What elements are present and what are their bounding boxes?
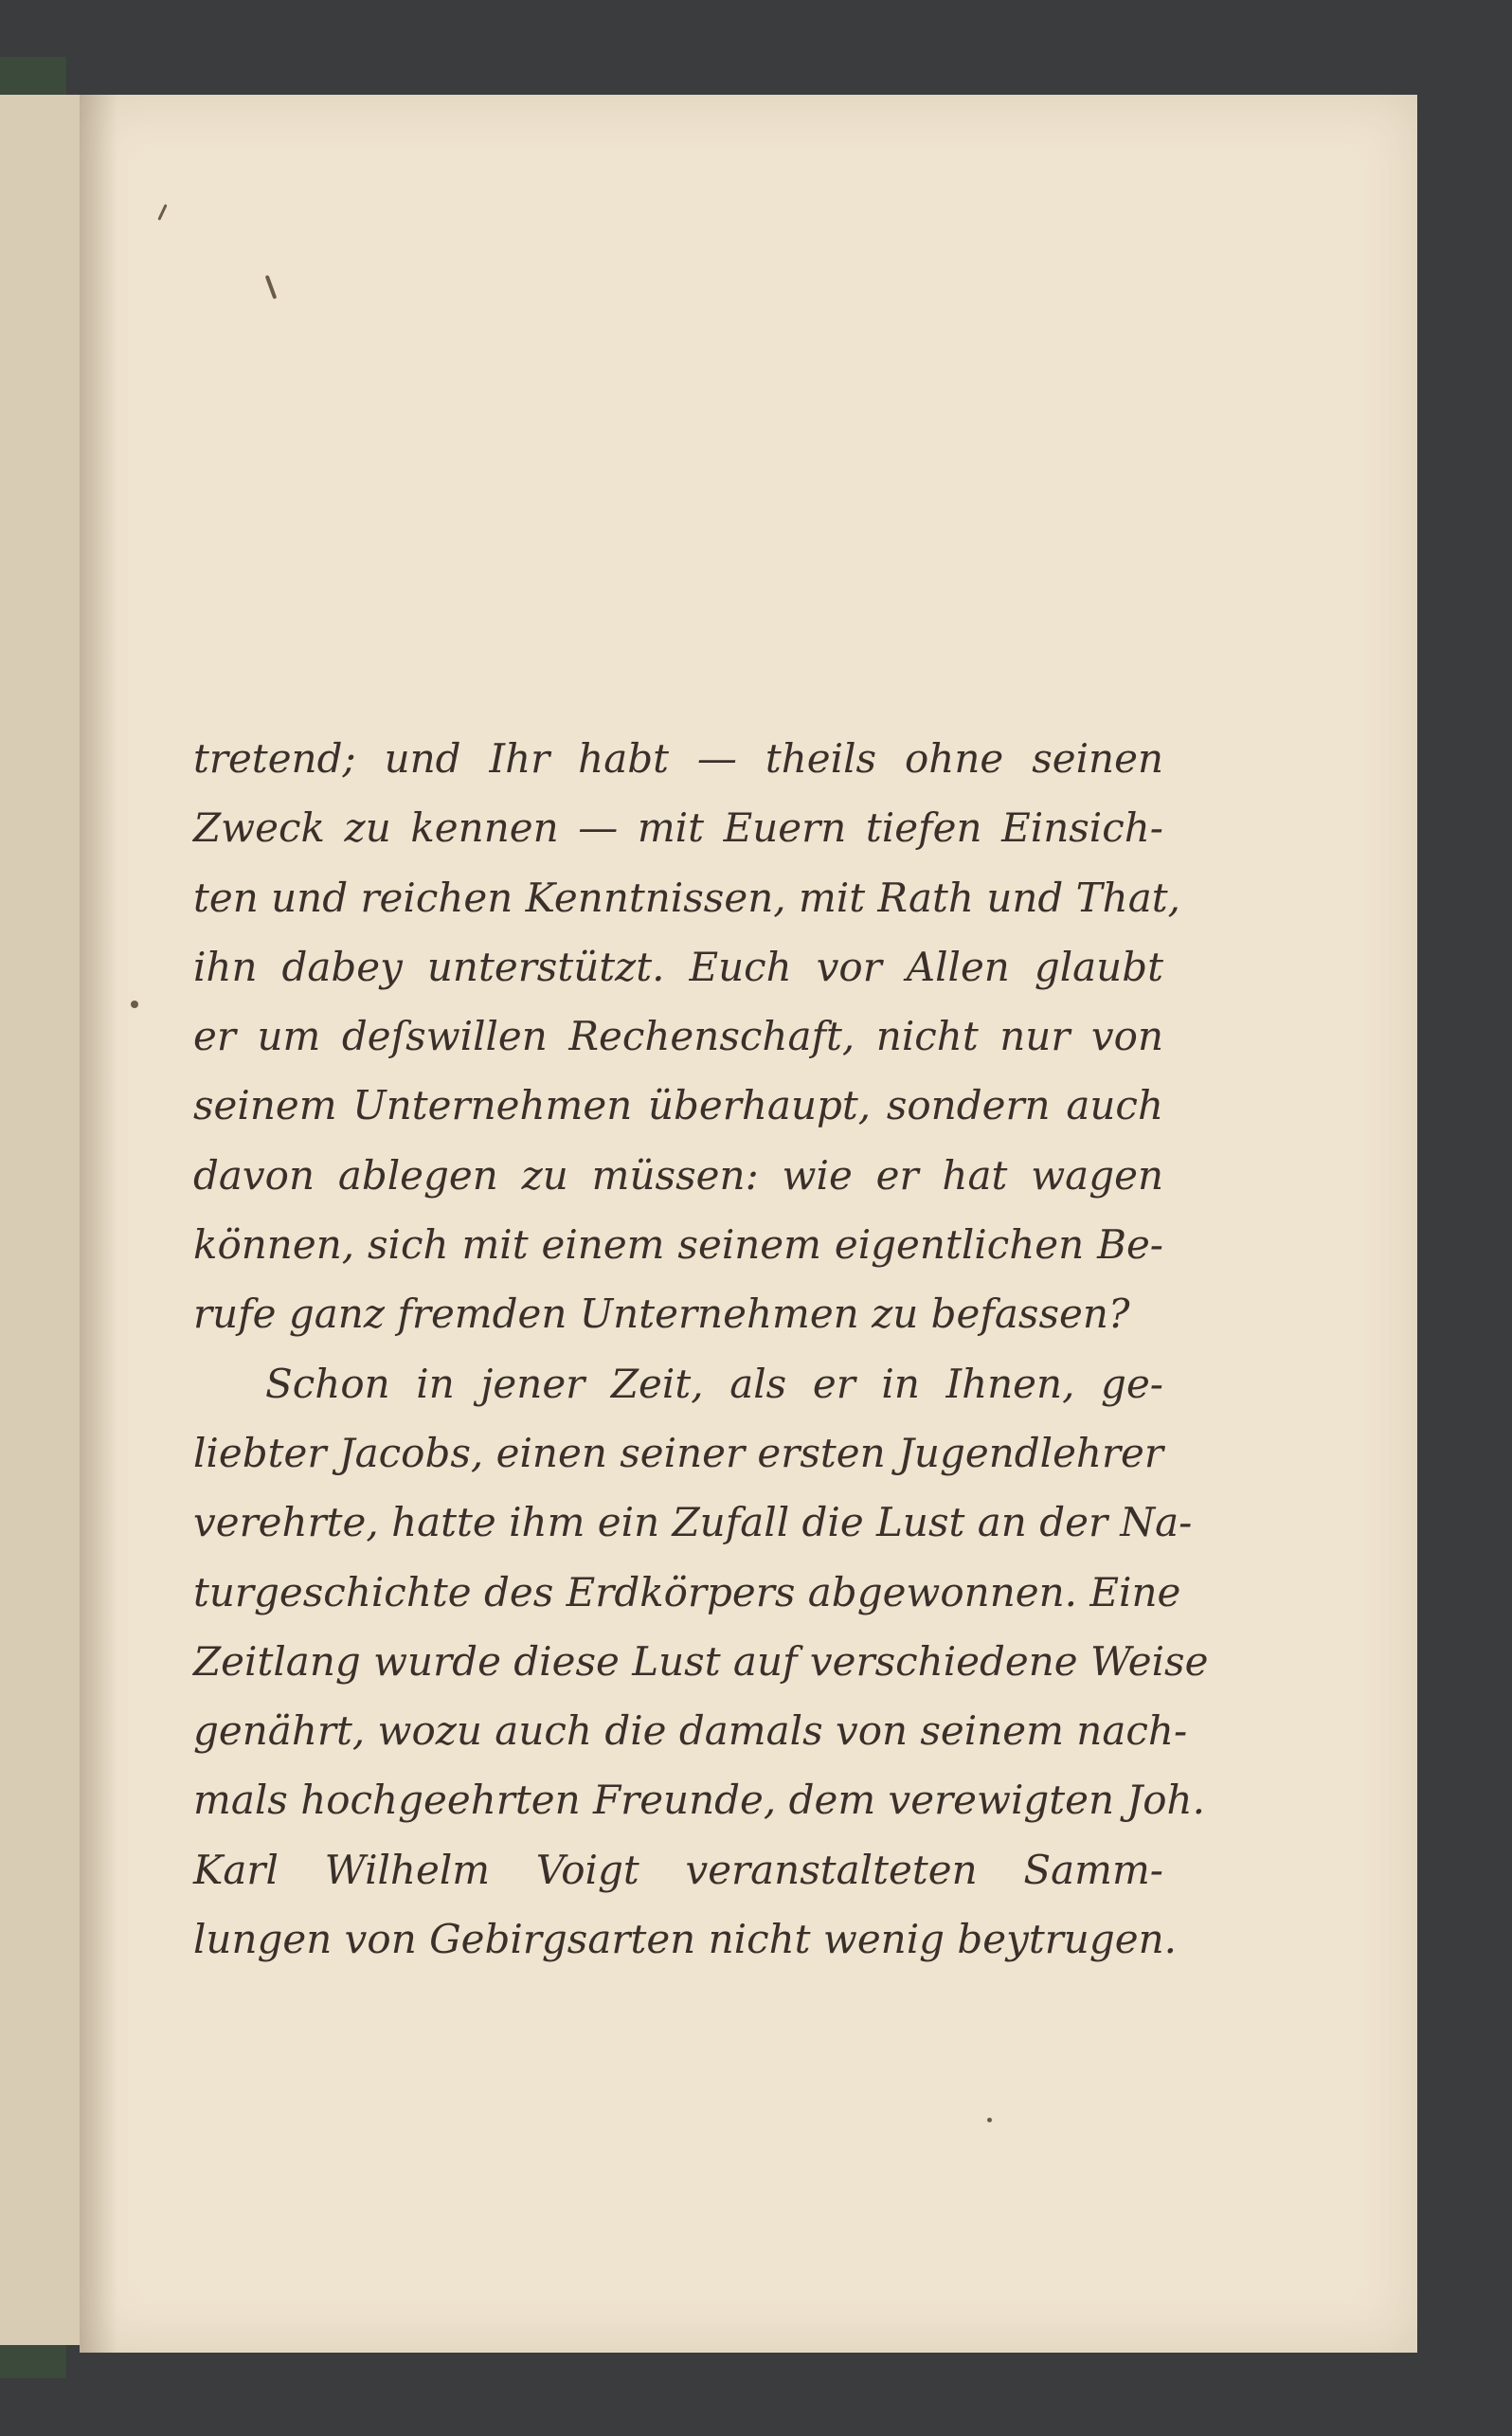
text-line: seinem Unternehmen überhaupt, sondern auch (193, 1082, 1163, 1129)
text-line: davon ablegen zu müssen: wie er hat wagen (193, 1151, 1163, 1199)
text-line: Zweck zu kennen — mit Euern tiefen Einsich- (193, 804, 1163, 852)
text-line: ihn dabey unterstützt. Euch vor Allen glaubt (193, 943, 1163, 990)
text-line: tretend; und Ihr habt — theils ohne seinen (193, 735, 1163, 782)
text-line: lungen von Gebirgsarten nicht wenig beytrugen. (193, 1916, 1178, 1963)
text-line: Karl Wilhelm Voigt veranstalteten Samm- (193, 1846, 1163, 1893)
paragraph (193, 724, 1181, 1349)
text-line: können, sich mit einem seinem eigentlichen Be- (193, 1221, 1163, 1269)
previous-page-edge (0, 95, 82, 2345)
paragraph (193, 1349, 1209, 1975)
text-line: turgeschichte des Erdkörpers abgewonnen. Eine (193, 1568, 1181, 1615)
text-line: Zeitlang wurde diese Lust auf verschiedene Weise (193, 1637, 1209, 1685)
text-line: Schon in jener Zeit, als er in Ihnen, ge- (265, 1360, 1163, 1407)
text-line: mals hochgeehrten Freunde, dem verewigten Joh. (193, 1777, 1205, 1824)
text-line: verehrte, hatte ihm ein Zufall die Lust an der Na- (193, 1499, 1193, 1546)
text-line: ten und reichen Kenntnissen, mit Rath und That, (193, 874, 1181, 921)
text-line: liebter Jacobs, einen seiner ersten Jugendlehrer (193, 1429, 1163, 1476)
paper-speck (987, 2118, 992, 2122)
text-line: er um deſswillen Rechenschaft, nicht nur von (193, 1013, 1163, 1060)
paper-speck (131, 1001, 138, 1008)
text-line-last: rufe ganz fremden Unternehmen zu befassen? (193, 1290, 1130, 1338)
text-line: genährt, wozu auch die damals von seinem nach- (193, 1707, 1188, 1755)
gutter-shadow (80, 95, 117, 2353)
page-text (193, 724, 1209, 1974)
